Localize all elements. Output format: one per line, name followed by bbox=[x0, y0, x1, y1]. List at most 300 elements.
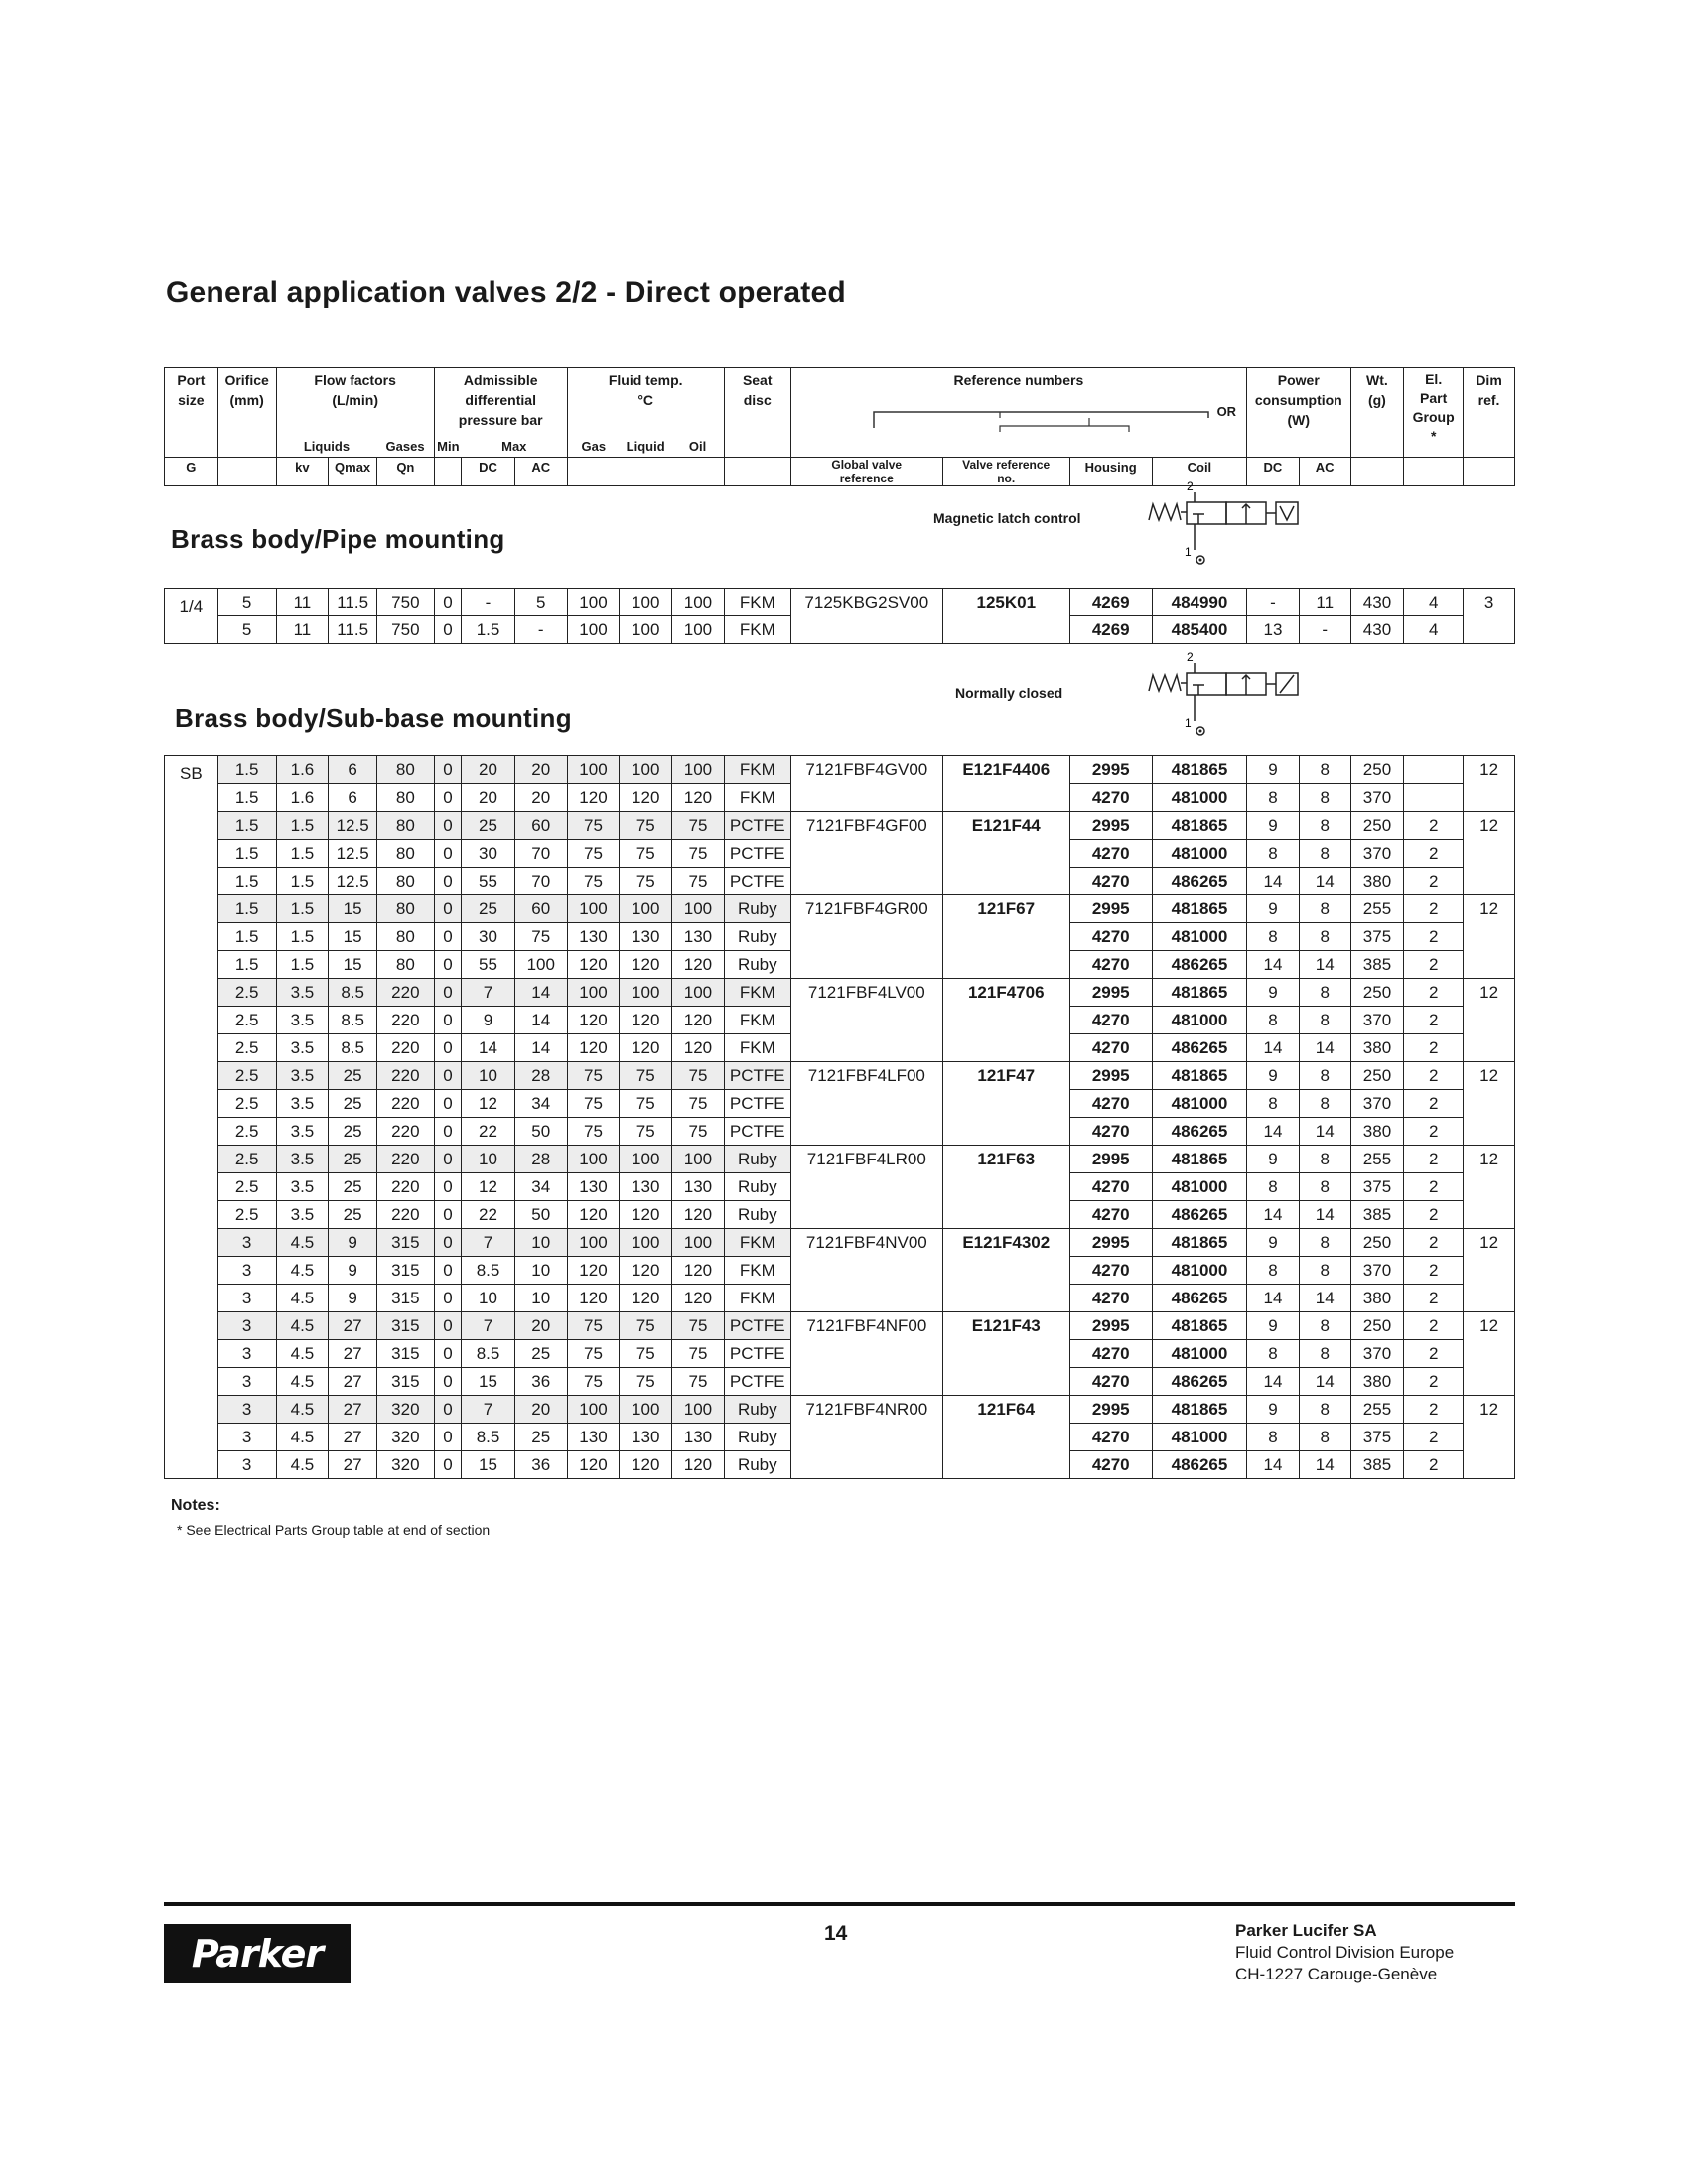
cell-global-ref bbox=[790, 1173, 942, 1201]
cell-temp-gas: 120 bbox=[567, 1034, 620, 1062]
section-title-subbase: Brass body/Sub-base mounting bbox=[175, 703, 572, 733]
cell-temp-oil: 75 bbox=[672, 840, 725, 868]
table-subbase-mounting bbox=[164, 755, 1515, 1479]
cell-qn: 220 bbox=[376, 1034, 434, 1062]
cell-power-ac: 8 bbox=[1299, 1229, 1350, 1257]
cell-temp-liquid: 130 bbox=[620, 923, 672, 951]
cell-power-ac: 8 bbox=[1299, 1062, 1350, 1090]
cell-temp-oil: 120 bbox=[672, 951, 725, 979]
cell-housing: 4270 bbox=[1069, 784, 1152, 812]
cell-qmax: 27 bbox=[329, 1396, 377, 1424]
cell-dim-ref bbox=[1464, 1368, 1515, 1396]
cell-min: 0 bbox=[434, 756, 461, 784]
cell-coil: 481000 bbox=[1152, 784, 1246, 812]
cell-power-dc: 9 bbox=[1247, 1062, 1300, 1090]
cell-weight: 380 bbox=[1350, 1034, 1404, 1062]
cell-orifice: 3 bbox=[217, 1451, 276, 1479]
cell-housing: 4269 bbox=[1069, 616, 1152, 644]
cell-coil: 481000 bbox=[1152, 1257, 1246, 1285]
cell-weight: 250 bbox=[1350, 1312, 1404, 1340]
cell-qn: 80 bbox=[376, 923, 434, 951]
reference-bracket-lines bbox=[791, 388, 1241, 438]
cell-power-dc: 14 bbox=[1247, 868, 1300, 895]
hdr-housing: Housing bbox=[1069, 458, 1152, 486]
cell-el-part-group: 2 bbox=[1404, 1229, 1464, 1257]
cell-max-dc: 22 bbox=[462, 1201, 515, 1229]
cell-temp-gas: 120 bbox=[567, 1201, 620, 1229]
cell-temp-liquid: 120 bbox=[620, 1285, 672, 1312]
cell-temp-liquid: 75 bbox=[620, 1118, 672, 1146]
hdr-g: G bbox=[165, 458, 218, 486]
table-row bbox=[165, 784, 1515, 812]
cell-kv: 1.5 bbox=[276, 923, 329, 951]
cell-weight: 250 bbox=[1350, 1062, 1404, 1090]
hdr-dim-ref: Dim ref. bbox=[1464, 368, 1515, 458]
cell-power-dc: 9 bbox=[1247, 895, 1300, 923]
cell-qmax: 12.5 bbox=[329, 812, 377, 840]
cell-qmax: 9 bbox=[329, 1229, 377, 1257]
cell-housing: 4270 bbox=[1069, 840, 1152, 868]
cell-coil: 486265 bbox=[1152, 868, 1246, 895]
cell-temp-gas: 120 bbox=[567, 1257, 620, 1285]
cell-temp-oil: 75 bbox=[672, 1340, 725, 1368]
cell-el-part-group: 2 bbox=[1404, 1285, 1464, 1312]
cell-valve-ref bbox=[942, 1173, 1069, 1201]
cell-coil: 485400 bbox=[1152, 616, 1246, 644]
page-number: 14 bbox=[824, 1922, 848, 1945]
table-row bbox=[165, 1007, 1515, 1034]
cell-max-ac: 20 bbox=[514, 756, 567, 784]
cell-seat-disc: PCTFE bbox=[724, 1062, 790, 1090]
cell-temp-liquid: 100 bbox=[620, 1396, 672, 1424]
cell-dim-ref bbox=[1464, 868, 1515, 895]
cell-el-part-group: 4 bbox=[1404, 589, 1464, 616]
cell-temp-gas: 100 bbox=[567, 756, 620, 784]
cell-seat-disc: PCTFE bbox=[724, 1340, 790, 1368]
cell-temp-oil: 75 bbox=[672, 868, 725, 895]
cell-power-dc: 9 bbox=[1247, 1229, 1300, 1257]
cell-el-part-group: 2 bbox=[1404, 1368, 1464, 1396]
cell-orifice: 3 bbox=[217, 1368, 276, 1396]
cell-max-ac: - bbox=[514, 616, 567, 644]
cell-min: 0 bbox=[434, 923, 461, 951]
cell-max-dc: 55 bbox=[462, 868, 515, 895]
cell-max-ac: 25 bbox=[514, 1340, 567, 1368]
cell-coil: 486265 bbox=[1152, 1368, 1246, 1396]
cell-temp-gas: 130 bbox=[567, 1424, 620, 1451]
cell-kv: 1.5 bbox=[276, 868, 329, 895]
cell-global-ref: 7121FBF4NR00 bbox=[790, 1396, 942, 1424]
table-row bbox=[165, 1146, 1515, 1173]
cell-temp-oil: 120 bbox=[672, 1201, 725, 1229]
cell-valve-ref: E121F43 bbox=[942, 1312, 1069, 1340]
cell-seat-disc: FKM bbox=[724, 784, 790, 812]
cell-max-dc: 15 bbox=[462, 1368, 515, 1396]
cell-global-ref bbox=[790, 923, 942, 951]
cell-power-ac: 8 bbox=[1299, 784, 1350, 812]
cell-kv: 3.5 bbox=[276, 1146, 329, 1173]
cell-dim-ref bbox=[1464, 784, 1515, 812]
cell-temp-gas: 120 bbox=[567, 784, 620, 812]
cell-qmax: 15 bbox=[329, 951, 377, 979]
cell-temp-liquid: 75 bbox=[620, 1368, 672, 1396]
notes-title: Notes: bbox=[171, 1497, 220, 1514]
cell-max-ac: 36 bbox=[514, 1451, 567, 1479]
cell-seat-disc: FKM bbox=[724, 589, 790, 616]
cell-temp-oil: 75 bbox=[672, 1368, 725, 1396]
cell-max-dc: 1.5 bbox=[462, 616, 515, 644]
cell-global-ref bbox=[790, 1201, 942, 1229]
cell-dim-ref: 12 bbox=[1464, 756, 1515, 784]
cell-global-ref bbox=[790, 1007, 942, 1034]
parker-logo: Parker bbox=[164, 1924, 351, 1983]
cell-weight: 385 bbox=[1350, 1201, 1404, 1229]
cell-temp-gas: 120 bbox=[567, 1285, 620, 1312]
cell-housing: 2995 bbox=[1069, 1062, 1152, 1090]
table-row bbox=[165, 1396, 1515, 1424]
cell-power-ac: 14 bbox=[1299, 1285, 1350, 1312]
cell-max-ac: 50 bbox=[514, 1201, 567, 1229]
cell-seat-disc: FKM bbox=[724, 1034, 790, 1062]
cell-el-part-group: 2 bbox=[1404, 1062, 1464, 1090]
cell-seat-disc: Ruby bbox=[724, 1146, 790, 1173]
cell-qn: 220 bbox=[376, 1201, 434, 1229]
cell-max-ac: 70 bbox=[514, 840, 567, 868]
cell-qn: 320 bbox=[376, 1424, 434, 1451]
cell-power-dc: 8 bbox=[1247, 1257, 1300, 1285]
cell-coil: 481865 bbox=[1152, 756, 1246, 784]
cell-qn: 315 bbox=[376, 1229, 434, 1257]
cell-weight: 370 bbox=[1350, 1340, 1404, 1368]
cell-temp-oil: 100 bbox=[672, 1396, 725, 1424]
cell-dim-ref bbox=[1464, 1451, 1515, 1479]
cell-power-dc: 14 bbox=[1247, 1368, 1300, 1396]
cell-power-ac: 14 bbox=[1299, 1451, 1350, 1479]
cell-power-ac: 8 bbox=[1299, 1340, 1350, 1368]
cell-kv: 4.5 bbox=[276, 1396, 329, 1424]
cell-temp-liquid: 120 bbox=[620, 1007, 672, 1034]
cell-global-ref bbox=[790, 1424, 942, 1451]
cell-seat-disc: PCTFE bbox=[724, 868, 790, 895]
cell-temp-oil: 120 bbox=[672, 784, 725, 812]
cell-valve-ref: E121F4302 bbox=[942, 1229, 1069, 1257]
cell-temp-liquid: 120 bbox=[620, 1034, 672, 1062]
cell-weight: 250 bbox=[1350, 812, 1404, 840]
cell-coil: 481865 bbox=[1152, 1062, 1246, 1090]
table-row bbox=[165, 1173, 1515, 1201]
cell-qmax: 9 bbox=[329, 1257, 377, 1285]
cell-kv: 1.5 bbox=[276, 895, 329, 923]
cell-qmax: 6 bbox=[329, 756, 377, 784]
hdr-qn: Qn bbox=[376, 458, 434, 486]
cell-temp-liquid: 130 bbox=[620, 1173, 672, 1201]
cell-coil: 481865 bbox=[1152, 979, 1246, 1007]
cell-qmax: 15 bbox=[329, 923, 377, 951]
hdr-max-ac: AC bbox=[514, 458, 567, 486]
cell-power-ac: 8 bbox=[1299, 895, 1350, 923]
cell-power-ac: 8 bbox=[1299, 1007, 1350, 1034]
table-row bbox=[165, 1424, 1515, 1451]
table-row bbox=[165, 1034, 1515, 1062]
cell-seat-disc: FKM bbox=[724, 756, 790, 784]
cell-dim-ref: 12 bbox=[1464, 1062, 1515, 1090]
table-header bbox=[164, 367, 1515, 486]
cell-min: 0 bbox=[434, 1312, 461, 1340]
cell-housing: 4269 bbox=[1069, 589, 1152, 616]
cell-temp-liquid: 120 bbox=[620, 1257, 672, 1285]
cell-max-ac: 20 bbox=[514, 1396, 567, 1424]
cell-qmax: 25 bbox=[329, 1173, 377, 1201]
cell-temp-oil: 130 bbox=[672, 923, 725, 951]
cell-el-part-group: 2 bbox=[1404, 1257, 1464, 1285]
cell-temp-gas: 75 bbox=[567, 1090, 620, 1118]
cell-min: 0 bbox=[434, 1118, 461, 1146]
cell-seat-disc: PCTFE bbox=[724, 812, 790, 840]
cell-dim-ref bbox=[1464, 840, 1515, 868]
cell-seat-disc: Ruby bbox=[724, 1201, 790, 1229]
cell-min: 0 bbox=[434, 1340, 461, 1368]
cell-max-dc: 10 bbox=[462, 1285, 515, 1312]
cell-power-ac: 14 bbox=[1299, 1201, 1350, 1229]
cell-dim-ref bbox=[1464, 1424, 1515, 1451]
hdr-power-dc: DC bbox=[1247, 458, 1300, 486]
cell-global-ref: 7121FBF4GF00 bbox=[790, 812, 942, 840]
cell-max-ac: 34 bbox=[514, 1090, 567, 1118]
cell-coil: 486265 bbox=[1152, 1451, 1246, 1479]
cell-power-ac: 14 bbox=[1299, 1118, 1350, 1146]
cell-qmax: 8.5 bbox=[329, 1007, 377, 1034]
table-row bbox=[165, 1257, 1515, 1285]
cell-qn: 80 bbox=[376, 895, 434, 923]
cell-temp-gas: 75 bbox=[567, 812, 620, 840]
cell-coil: 481000 bbox=[1152, 1424, 1246, 1451]
cell-power-ac: 8 bbox=[1299, 756, 1350, 784]
cell-seat-disc: PCTFE bbox=[724, 1312, 790, 1340]
cell-el-part-group: 2 bbox=[1404, 1173, 1464, 1201]
cell-qmax: 12.5 bbox=[329, 840, 377, 868]
cell-temp-gas: 130 bbox=[567, 923, 620, 951]
cell-max-dc: 15 bbox=[462, 1451, 515, 1479]
cell-temp-oil: 120 bbox=[672, 1007, 725, 1034]
svg-text:2: 2 bbox=[1187, 650, 1194, 664]
table-row bbox=[165, 1201, 1515, 1229]
cell-global-ref: 7121FBF4NF00 bbox=[790, 1312, 942, 1340]
cell-weight: 380 bbox=[1350, 868, 1404, 895]
cell-orifice: 1.5 bbox=[217, 951, 276, 979]
cell-seat-disc: Ruby bbox=[724, 951, 790, 979]
cell-temp-oil: 120 bbox=[672, 1034, 725, 1062]
cell-temp-oil: 130 bbox=[672, 1424, 725, 1451]
hdr-diff-pressure: Admissible differential pressure bar Min Max bbox=[434, 368, 567, 458]
cell-el-part-group: 2 bbox=[1404, 1201, 1464, 1229]
cell-housing: 2995 bbox=[1069, 895, 1152, 923]
cell-seat-disc: PCTFE bbox=[724, 840, 790, 868]
cell-coil: 481000 bbox=[1152, 840, 1246, 868]
section-title-pipe: Brass body/Pipe mounting bbox=[171, 524, 505, 554]
cell-kv: 1.6 bbox=[276, 784, 329, 812]
cell-qmax: 27 bbox=[329, 1424, 377, 1451]
cell-min: 0 bbox=[434, 1424, 461, 1451]
cell-temp-oil: 75 bbox=[672, 1090, 725, 1118]
cell-power-dc: 8 bbox=[1247, 1090, 1300, 1118]
cell-housing: 2995 bbox=[1069, 1396, 1152, 1424]
cell-power-ac: - bbox=[1299, 616, 1350, 644]
cell-dim-ref bbox=[1464, 616, 1515, 644]
cell-qmax: 15 bbox=[329, 895, 377, 923]
table-row bbox=[165, 756, 1515, 784]
cell-min: 0 bbox=[434, 1285, 461, 1312]
cell-housing: 4270 bbox=[1069, 1424, 1152, 1451]
cell-max-dc: 20 bbox=[462, 784, 515, 812]
cell-seat-disc: FKM bbox=[724, 1007, 790, 1034]
cell-valve-ref bbox=[942, 868, 1069, 895]
cell-seat-disc: PCTFE bbox=[724, 1090, 790, 1118]
cell-valve-ref bbox=[942, 616, 1069, 644]
table-row bbox=[165, 812, 1515, 840]
cell-weight: 380 bbox=[1350, 1368, 1404, 1396]
valve-symbol-normally-closed bbox=[1147, 649, 1316, 741]
cell-max-dc: 22 bbox=[462, 1118, 515, 1146]
cell-max-ac: 60 bbox=[514, 895, 567, 923]
table-row bbox=[165, 868, 1515, 895]
svg-text:2: 2 bbox=[1187, 479, 1194, 493]
cell-valve-ref bbox=[942, 1201, 1069, 1229]
cell-max-dc: 8.5 bbox=[462, 1424, 515, 1451]
cell-max-ac: 20 bbox=[514, 784, 567, 812]
cell-temp-liquid: 75 bbox=[620, 812, 672, 840]
cell-temp-oil: 75 bbox=[672, 1312, 725, 1340]
cell-kv: 4.5 bbox=[276, 1229, 329, 1257]
cell-power-ac: 8 bbox=[1299, 840, 1350, 868]
cell-max-ac: 75 bbox=[514, 923, 567, 951]
cell-dim-ref bbox=[1464, 1034, 1515, 1062]
cell-temp-liquid: 120 bbox=[620, 1201, 672, 1229]
cell-temp-gas: 75 bbox=[567, 1312, 620, 1340]
cell-dim-ref: 12 bbox=[1464, 895, 1515, 923]
svg-text:1: 1 bbox=[1185, 716, 1192, 730]
cell-temp-oil: 100 bbox=[672, 589, 725, 616]
cell-orifice: 3 bbox=[217, 1424, 276, 1451]
cell-temp-liquid: 100 bbox=[620, 1229, 672, 1257]
cell-valve-ref bbox=[942, 1451, 1069, 1479]
cell-temp-gas: 120 bbox=[567, 951, 620, 979]
cell-qn: 320 bbox=[376, 1451, 434, 1479]
cell-dim-ref bbox=[1464, 951, 1515, 979]
cell-temp-liquid: 75 bbox=[620, 840, 672, 868]
cell-min: 0 bbox=[434, 868, 461, 895]
cell-valve-ref bbox=[942, 1257, 1069, 1285]
cell-valve-ref bbox=[942, 1007, 1069, 1034]
cell-qn: 750 bbox=[376, 616, 434, 644]
cell-seat-disc: FKM bbox=[724, 1229, 790, 1257]
cell-weight: 370 bbox=[1350, 1007, 1404, 1034]
cell-qmax: 11.5 bbox=[329, 589, 377, 616]
cell-temp-liquid: 75 bbox=[620, 1312, 672, 1340]
cell-seat-disc: Ruby bbox=[724, 1451, 790, 1479]
cell-qn: 80 bbox=[376, 812, 434, 840]
cell-qmax: 25 bbox=[329, 1146, 377, 1173]
hdr-coil: Coil bbox=[1152, 458, 1246, 486]
cell-min: 0 bbox=[434, 1173, 461, 1201]
cell-max-ac: 70 bbox=[514, 868, 567, 895]
cell-temp-gas: 120 bbox=[567, 1451, 620, 1479]
table-row bbox=[165, 1368, 1515, 1396]
cell-el-part-group: 2 bbox=[1404, 951, 1464, 979]
cell-global-ref bbox=[790, 1034, 942, 1062]
footer-rule bbox=[164, 1902, 1515, 1906]
cell-orifice: 2.5 bbox=[217, 979, 276, 1007]
cell-orifice: 5 bbox=[217, 616, 276, 644]
cell-max-dc: 55 bbox=[462, 951, 515, 979]
cell-max-dc: 14 bbox=[462, 1034, 515, 1062]
cell-global-ref bbox=[790, 616, 942, 644]
cell-max-ac: 28 bbox=[514, 1062, 567, 1090]
cell-max-dc: 8.5 bbox=[462, 1257, 515, 1285]
cell-housing: 4270 bbox=[1069, 1090, 1152, 1118]
cell-valve-ref bbox=[942, 1034, 1069, 1062]
cell-coil: 481000 bbox=[1152, 1090, 1246, 1118]
cell-qn: 80 bbox=[376, 840, 434, 868]
cell-el-part-group bbox=[1404, 756, 1464, 784]
cell-global-ref bbox=[790, 1285, 942, 1312]
cell-power-dc: 8 bbox=[1247, 923, 1300, 951]
cell-kv: 4.5 bbox=[276, 1368, 329, 1396]
cell-coil: 481865 bbox=[1152, 1312, 1246, 1340]
cell-max-ac: 14 bbox=[514, 1034, 567, 1062]
cell-weight: 430 bbox=[1350, 616, 1404, 644]
cell-orifice: 3 bbox=[217, 1229, 276, 1257]
cell-orifice: 1.5 bbox=[217, 840, 276, 868]
cell-min: 0 bbox=[434, 1396, 461, 1424]
cell-coil: 486265 bbox=[1152, 1034, 1246, 1062]
cell-temp-liquid: 120 bbox=[620, 1451, 672, 1479]
cell-qn: 315 bbox=[376, 1257, 434, 1285]
cell-dim-ref bbox=[1464, 923, 1515, 951]
cell-valve-ref bbox=[942, 840, 1069, 868]
cell-el-part-group: 2 bbox=[1404, 1312, 1464, 1340]
company-address: CH-1227 Carouge-Genève bbox=[1235, 1965, 1438, 1983]
cell-seat-disc: PCTFE bbox=[724, 1368, 790, 1396]
table-row bbox=[165, 1090, 1515, 1118]
cell-qn: 80 bbox=[376, 951, 434, 979]
cell-temp-liquid: 130 bbox=[620, 1424, 672, 1451]
cell-temp-gas: 100 bbox=[567, 1396, 620, 1424]
cell-weight: 375 bbox=[1350, 1173, 1404, 1201]
cell-max-dc: 7 bbox=[462, 1396, 515, 1424]
cell-coil: 481865 bbox=[1152, 1229, 1246, 1257]
cell-global-ref: 7121FBF4LF00 bbox=[790, 1062, 942, 1090]
cell-global-ref: 7121FBF4NV00 bbox=[790, 1229, 942, 1257]
cell-housing: 2995 bbox=[1069, 1312, 1152, 1340]
cell-qn: 750 bbox=[376, 589, 434, 616]
cell-power-dc: 14 bbox=[1247, 951, 1300, 979]
cell-min: 0 bbox=[434, 979, 461, 1007]
cell-qn: 315 bbox=[376, 1368, 434, 1396]
table-row bbox=[165, 1285, 1515, 1312]
cell-orifice: 5 bbox=[217, 589, 276, 616]
cell-power-ac: 8 bbox=[1299, 1173, 1350, 1201]
cell-qn: 220 bbox=[376, 1090, 434, 1118]
cell-temp-gas: 100 bbox=[567, 979, 620, 1007]
cell-qn: 315 bbox=[376, 1340, 434, 1368]
cell-power-ac: 8 bbox=[1299, 1312, 1350, 1340]
hdr-orifice: Orifice (mm) bbox=[217, 368, 276, 458]
cell-orifice: 2.5 bbox=[217, 1062, 276, 1090]
cell-orifice: 2.5 bbox=[217, 1201, 276, 1229]
cell-dim-ref bbox=[1464, 1173, 1515, 1201]
table-row bbox=[165, 923, 1515, 951]
cell-min: 0 bbox=[434, 589, 461, 616]
